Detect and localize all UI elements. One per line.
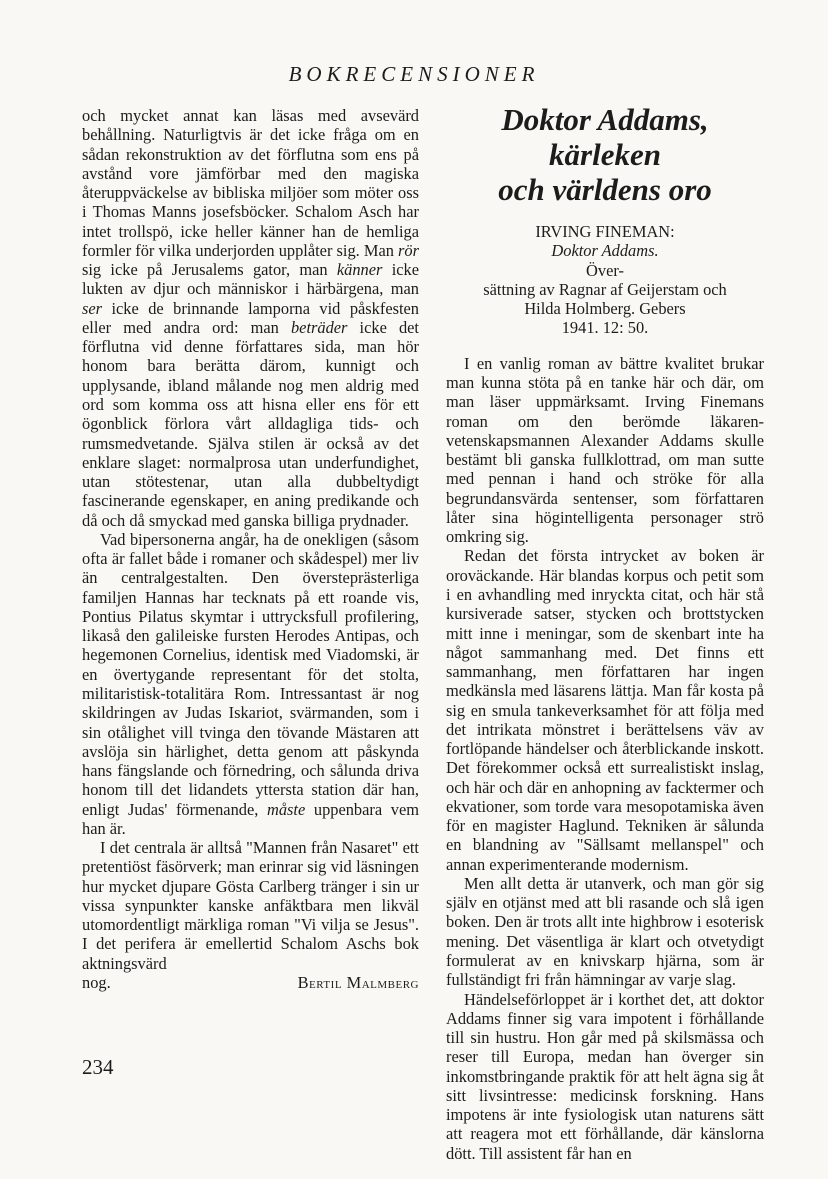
text-run: Över- (586, 260, 624, 280)
title-line: och världens oro (498, 172, 712, 207)
article-title (446, 102, 764, 207)
emphasis: måste (266, 799, 306, 819)
bib-line: sättning av Ragnar af Geijerstam och (483, 279, 727, 299)
bib-line (446, 222, 764, 280)
text-run: sig icke på Jerusalems gator, man (82, 260, 337, 280)
emphasis: känner (336, 260, 383, 280)
paragraph (82, 838, 419, 973)
running-head: BOKRECENSIONER (288, 62, 540, 86)
text-run: uppenbara vem han är. (82, 799, 419, 838)
paragraph: Händelseförloppet är i korthet det, att doktor Addams finner sig vara impotent i förhållande till sin hustru. Hon går med på skilsmässa och reser till Europa, medan han överger sin inkomstbringande praktik för att helt ägna sig åt sitt livsintresse: medicinsk forskning. Hans impotens är inte fysiologisk utan naturens sätt att reagera mot ett förhållande, där känslorna dött. Till assistent får han en (446, 989, 764, 1163)
paragraph (82, 530, 419, 838)
reviewer-signature: Bertil Malmberg (297, 972, 419, 992)
bib-line: Hilda Holmberg. Gebers (524, 299, 686, 319)
emphasis: rör (398, 240, 419, 260)
text-run: och mycket annat kan läsas med avsevärd behållning. Naturligtvis är det icke fråga om en sådan rekonstruktion av det förflutna som ens på avstånd vore jämförbar med den magiska återuppväckelse av bibliska miljöer som möter oss i Thomas Manns josefsböcker. Schalom Asch har intet trollspö, icke heller känner han de hemliga formler för vilka underjorden upplåter sig. Man (82, 106, 419, 260)
text-run: icke det förflutna vid denne författares sida, man hör honom bara berätta därom, kunnigt och upplysande, ibland målande nog men aldrig med ord som komma oss att hisna eller ens för ett ögonblick förlora vårt alldagliga tids- och rumsmedvetande. Själva stilen är också av det enklare slaget: normalprosa utan underfundighet, utan stötestenar, utan alla dubbeltydigt fascinerande egenskaper, en aning predikande och då och då smyckad med ganska billiga prydnader. (82, 317, 419, 530)
text-run: icke de brinnande lamporna vid påskfesten eller med andra ord: man (82, 298, 419, 337)
author-name: IRVING FINEMAN: (535, 222, 675, 241)
right-column (446, 102, 764, 1163)
text-run: icke lukten av djur och människor i härbärgena, man (82, 260, 419, 299)
bib-line: 1941. 12: 50. (561, 318, 649, 338)
text-run: nog. (82, 972, 111, 992)
title-line: Doktor Addams, kärleken (501, 102, 709, 172)
emphasis: beträder (290, 317, 348, 337)
reviewer-line (82, 973, 419, 992)
paragraph (82, 106, 419, 530)
text-run: I det centrala är alltså "Mannen från Nasaret" ett pretentiöst fäsörverk; man erinrar sig vid läsningen hur mycket djupare Gösta Carlberg tränger i sin ur vissa synpunkter kanske anfäktbara men likväl utomordentligt märkliga roman "Vi vilja se Jesus". I det perifera är emellertid Schalom Aschs bok aktningsvärd (82, 838, 419, 973)
paragraph: Men allt detta är utanverk, och man gör sig själv en otjänst med att bli rasande och slå igen boken. Den är trots allt inte highbrow i esoterisk mening. Det väsentliga är klart och otvetydigt formulerat av en knivskarp hjärna, som är fullständigt fri från hämningar av varje slag. (446, 873, 764, 990)
paragraph: Redan det första intrycket av boken är oroväckande. Här blandas korpus och petit som i en avhandling med inryckta citat, och här stå kursiverade satser, stycken och brottstycken mitt inne i meningar, som de skenbart inte ha något sammanhang med. Det finns ett sammanhang, men författaren har ingen medkänsla med läsarens lättja. Man får kosta på sig en smula tankeverksamhet för att följa med det intrikata mönstret i berättelsens väv av fortlöpande händelser och återblickande inskott. Det förekommer också ett surrealistiskt inslag, och här och där en anhopning av facktermer och ekvationer, som torde vara mesopotamiska även för en magister Haglund. Tekniken är sålunda en blandning av "Sällsamt mellanspel" och annan experimenterande modernism. (446, 546, 764, 874)
bibliographic-info (446, 222, 764, 338)
page-number: 234 (82, 1055, 114, 1079)
emphasis: ser (82, 298, 103, 318)
book-title: Doktor Addams. (551, 241, 659, 261)
left-column (82, 106, 419, 992)
paragraph: I en vanlig roman av bättre kvalitet brukar man kunna stöta på en tanke här och där, om man läser uppmärksamt. Irving Finemans roman om den berömde läkaren-vetenskapsmannen Alexander Addams skulle bestämt bli ganska fullklottrad, om man sutte med pennan i hand och ströke för alla begrundansvärda sentenser, som författaren låter sina högintelligenta personager strö omkring sig. (446, 353, 764, 547)
text-run: Vad bipersonerna angår, ha de onekligen (såsom ofta är fallet både i romaner och skådespel) mer liv än centralgestalten. Den översteprästerliga familjen Hannas har tecknats på ett roande vis, Pontius Pilatus skymtar i uttrycksfull profilering, likaså den galileiske fursten Herodes Antipas, och hegemonen Cornelius, identisk med Viadomski, är en övertygande representant för det stolta, militaristisk-totalitära Rom. Intressantast är nog skildringen av Judas Iskariot, svärmanden, som i sin otålighet vill tvinga den tövande Mästaren att avslöja sin härlighet, detta genom att påskynda hans fängslande och förnedring, och sålunda driva honom till det lidandets yttersta station där han, enligt Judas' förmenande, (82, 529, 419, 819)
